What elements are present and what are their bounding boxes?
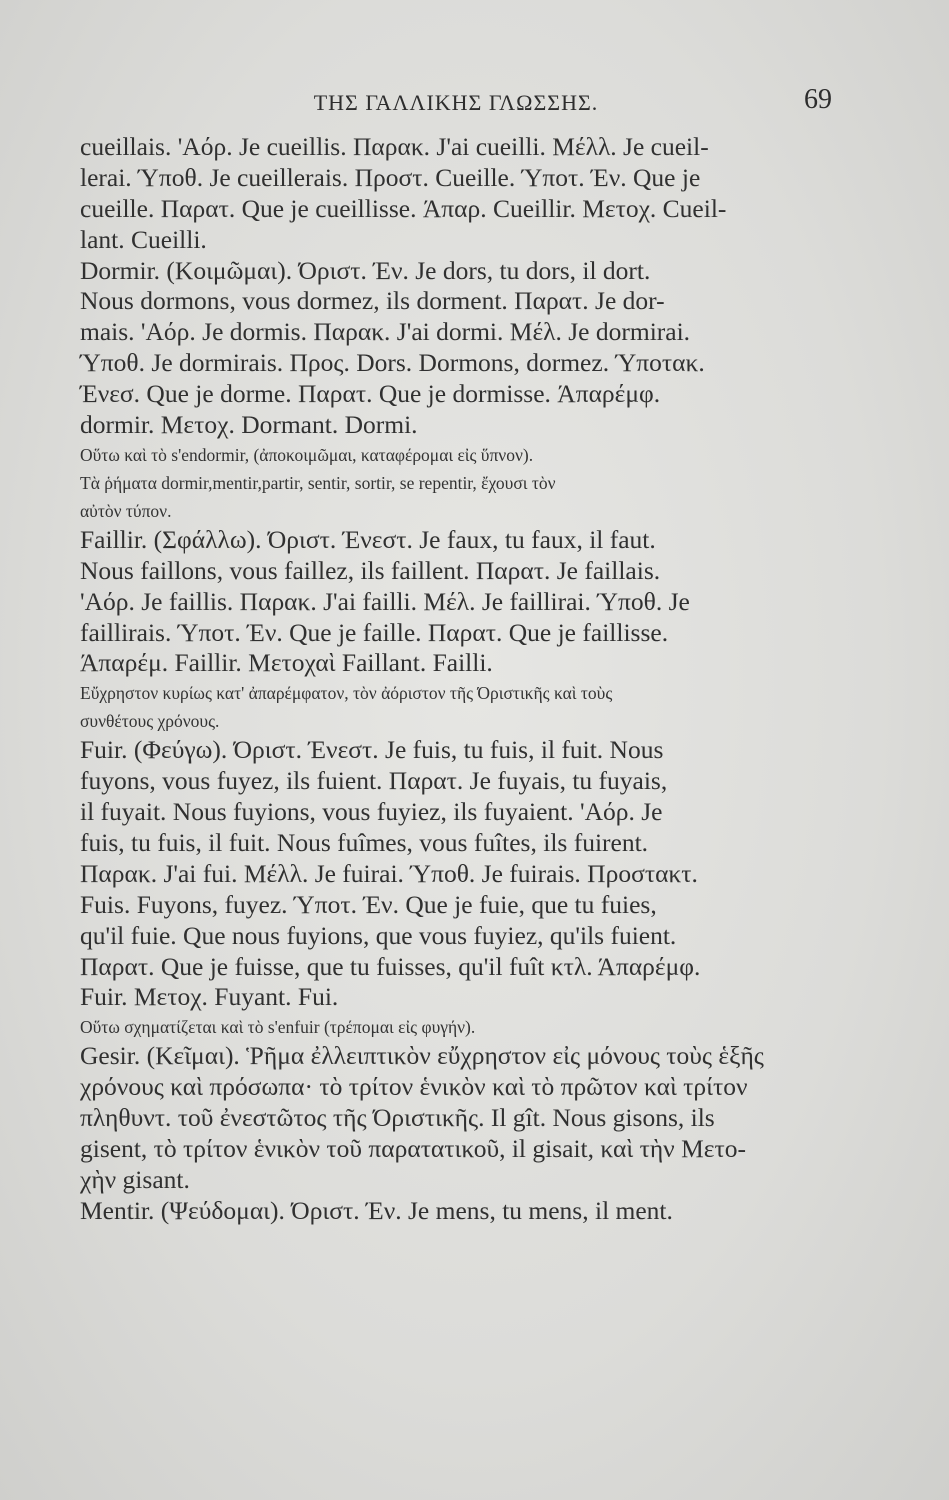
text-line: Παρατ. Que je fuisse, que tu fuisses, qu'il fuît κτλ. Άπαρέμφ.: [80, 951, 701, 981]
text-line: Mentir. (Ψεύδομαι). Όριστ. Έν. Je mens, tu mens, il ment.: [80, 1195, 673, 1225]
text-line: χὴν gisant.: [80, 1164, 190, 1194]
body-text: [80, 132, 840, 1227]
note-line: Εὔχρηστον κυρίως κατ' ἀπαρέμφατον, τὸν ἀόριστον τῆς Όριστικῆς καὶ τοὺς: [80, 683, 613, 704]
note-line: συνθέτους χρόνους.: [80, 711, 220, 732]
text-line: Άπαρέμ. Faillir. Μετοχαὶ Faillant. Failli.: [80, 648, 493, 678]
text-line: fuis, tu fuis, il fuit. Nous fuîmes, vous fuîtes, ils fuirent.: [80, 828, 649, 858]
text-line: mais. 'Aόρ. Je dormis. Παρακ. J'ai dormi. Μέλ. Je dormirai.: [80, 317, 691, 347]
text-line: πληθυντ. τοῦ ἐνεστῶτος τῆς Όριστικῆς. Il gît. Nous gisons, ils: [80, 1103, 715, 1133]
note-line: αὐτὸν τύπον.: [80, 500, 172, 521]
text-line: faillirais. Ύποτ. Έν. Que je faille. Παρατ. Que je faillisse.: [80, 617, 669, 647]
note-line: Οὕτω σχηματίζεται καὶ τὸ s'enfuir (τρέπομαι εἰς φυγήν).: [80, 1017, 476, 1038]
running-head: ΤΗΣ ΓΑΛΛΙΚΗΣ ΓΛΩΣΣΗΣ.: [313, 90, 599, 115]
text-line: Fuir. (Φεύγω). Όριστ. Ένεστ. Je fuis, tu fuis, il fuit. Nous: [80, 735, 664, 765]
text-line: 'Aόρ. Je faillis. Παρακ. J'ai failli. Μέλ. Je faillirai. Ύποθ. Je: [80, 586, 690, 616]
text-line: Gesir. (Κεῖμαι). Ῥῆμα ἐλλειπτικὸν εὔχρηστον εἰς μόνους τοὺς ἑξῆς: [80, 1041, 764, 1071]
page-header: [80, 84, 832, 124]
text-line: lant. Cueilli.: [80, 224, 207, 254]
page-number: 69: [804, 84, 832, 115]
text-line: Nous faillons, vous faillez, ils faillent. Παρατ. Je faillais.: [80, 555, 661, 585]
text-line: Fuis. Fuyons, fuyez. Ύποτ. Έν. Que je fuie, que tu fuies,: [80, 889, 657, 919]
text-line: Ύποθ. Je dormirais. Προς. Dors. Dormons, dormez. Ύποτακ.: [80, 348, 705, 378]
text-line: Nous dormons, vous dormez, ils dorment. Παρατ. Je dor-: [80, 286, 665, 316]
text-line: Ένεσ. Que je dorme. Παρατ. Que je dormisse. Άπαρέμφ.: [80, 379, 661, 409]
text-line: il fuyait. Nous fuyions, vous fuyiez, ils fuyaient. 'Aόρ. Je: [80, 797, 663, 827]
text-line: lerai. Ύποθ. Je cueillerais. Προστ. Cueille. Ύποτ. Έν. Que je: [80, 162, 701, 192]
text-line: cueillais. 'Aόρ. Je cueillis. Παρακ. J'ai cueilli. Μέλλ. Je cueil-: [80, 132, 709, 161]
text-line: qu'il fuie. Que nous fuyions, que vous fuyiez, qu'ils fuient.: [80, 920, 677, 950]
text-line: Dormir. (Κοιμῶμαι). Όριστ. Έν. Je dors, tu dors, il dort.: [80, 255, 651, 285]
text-line: χρόνους καὶ πρόσωπα· τὸ τρίτον ἑνικὸν καὶ τὸ πρῶτον καὶ τρίτον: [80, 1072, 748, 1102]
text-line: dormir. Μετοχ. Dormant. Dormi.: [80, 410, 418, 440]
note-line: Τὰ ῥήματα dormir,mentir,partir, sentir, sortir, se repentir, ἔχουσι τὸν: [80, 472, 556, 493]
text-line: fuyons, vous fuyez, ils fuient. Παρατ. Je fuyais, tu fuyais,: [80, 766, 668, 796]
note-line: Οὕτω καὶ τὸ s'endormir, (ἀποκοιμῶμαι, καταφέρομαι εἰς ὕπνον).: [80, 444, 534, 465]
text-line: Faillir. (Σφάλλω). Όριστ. Ένεστ. Je faux, tu faux, il faut.: [80, 524, 656, 554]
text-line: Παρακ. J'ai fui. Μέλλ. Je fuirai. Ύποθ. Je fuirais. Προστακτ.: [80, 858, 698, 888]
text-line: cueille. Παρατ. Que je cueillisse. Άπαρ. Cueillir. Μετοχ. Cueil-: [80, 193, 727, 223]
text-line: Fuir. Μετοχ. Fuyant. Fui.: [80, 982, 339, 1012]
text-line: gisent, τὸ τρίτον ἑνικὸν τοῦ παρατατικοῦ, il gisait, καὶ τὴν Μετο-: [80, 1134, 746, 1164]
